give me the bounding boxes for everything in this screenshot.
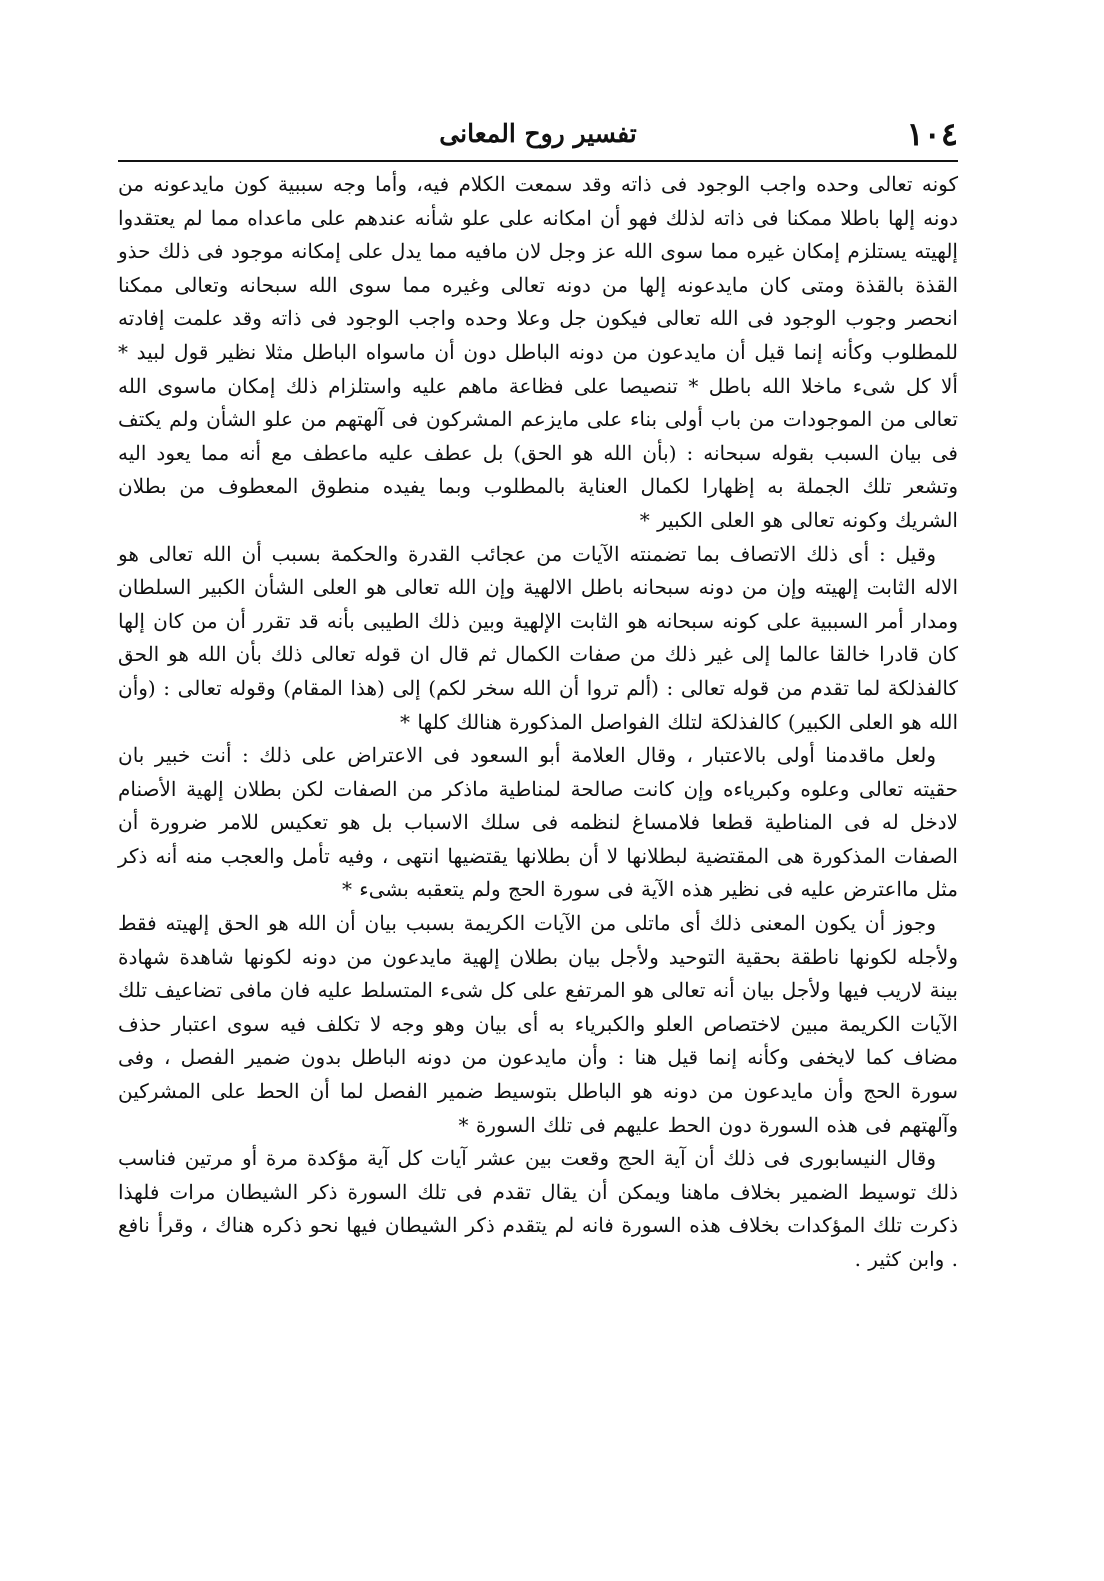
page-header [118,112,958,160]
paragraph-2: وقيل : أى ذلك الاتصاف بما تضمنته الآيات من عجائب القدرة والحكمة بسبب أن الله تعالى هو الاله الثابت إلهيته وإن من دونه سبحانه باطل الالهية وإن الله تعالى هو العلى الشأن الكبير السلطان ومدار أمر السببية على كونه سبحانه هو الثابت الإلهية وبين ذلك الطيبى بأنه قد تقرر أن من كان إلها كان قادرا خالقا عالما إلى غير ذلك من صفات الكمال ثم قال ان قوله تعالى ذلك بأن الله هو الحق كالفذلكة لما تقدم من قوله تعالى : (ألم تروا أن الله سخر لكم) إلى (هذا المقام) وقوله تعالى : (وأن الله هو العلى الكبير) كالفذلكة لتلك الفواصل المذكورة هنالك كلها * [118,541,959,734]
page-number: ١٠٤ [906,115,958,153]
paragraph-5: وقال النيسابورى فى ذلك أن آية الحج وقعت بين عشر آيات كل آية مؤكدة مرة أو مرتين فناسب ذلك توسيط الضمير بخلاف ماهنا ويمكن أن يقال تقدم فى تلك السورة ذكر الشيطان مرات فلهذا ذكرت تلك المؤكدات بخلاف هذه السورة فانه لم يتقدم ذكر الشيطان فيها نحو ذكره هناك ، وقرأ نافع . وابن كثير . [118,1146,958,1271]
running-title: تفسير روح المعانى [439,119,637,148]
header-rule [118,160,958,162]
paragraph-4: وجوز أن يكون المعنى ذلك أى ماتلى من الآيات الكريمة بسبب بيان أن الله هو الحق إلهيته فقط ولأجله لكونها ناطقة بحقية التوحيد ولأجل بيان بطلان إلهية مايدعون من دونه لكونها شاهدة شهادة بينة لاريب فيها ولأجل بيان أنه تعالى هو المرتفع على كل شىء المتسلط عليه فان مافى تضاعيف تلك الآيات الكريمة مبين لاختصاص العلو والكبرياء به أى بيان وهو وجه لا تكلف فيه سوى اعتبار حذف مضاف كما لايخفى وكأنه إنما قيل هنا : وأن مايدعون من دونه الباطل بدون ضمير الفصل ، وفى سورة الحج وأن مايدعون من دونه هو الباطل بتوسيط ضمير الفصل لما أن الحط على المشركين وآلهتهم فى هذه السورة دون الحط عليهم فى تلك السورة * [118,911,958,1137]
paragraph-3: ولعل ماقدمنا أولى بالاعتبار ، وقال العلامة أبو السعود فى الاعتراض على ذلك : أنت خبير بان حقيته تعالى وعلوه وكبرياءه وإن كانت صالحة لمناطية ماذكر من الصفات لكن بطلان إلهية الأصنام لادخل له فى المناطية قطعا فلامساغ لنظمه فى سلك الاسباب بل هو تعكيس للامر ضرورة أن الصفات المذكورة هى المقتضية لبطلانها لا أن بطلانها يقتضيها انتهى ، وفيه تأمل والعجب منه أنه ذكر مثل مااعترض عليه فى نظير هذه الآية فى سورة الحج ولم يتعقبه بشىء * [118,743,958,902]
body-text [118,168,958,1277]
paragraph-1: كونه تعالى وحده واجب الوجود فى ذاته وقد سمعت الكلام فيه، وأما وجه سببية كون مايدعونه من دونه إلها باطلا ممكنا فى ذاته لذلك فهو أن امكانه على علو شأنه عندهم على ماعداه مما لم يعتقدوا إلهيته يستلزم إمكان غيره مما سوى الله عز وجل لان مافيه مما يدل على إمكانه موجود فى ذلك حذو القذة بالقذة ومتى كان مايدعونه إلها من دونه تعالى وغيره مما سوى الله سبحانه وتعالى ممكنا انحصر وجوب الوجود فى الله تعالى فيكون جل وعلا وحده واجب الوجود فى ذاته وقد علمت إفادته للمطلوب وكأنه إنما قيل أن مايدعون من دونه الباطل دون أن ماسواه الباطل مثلا نظير قول لبيد * ألا كل شىء ماخلا الله باطل * تنصيصا على فظاعة ماهم عليه واستلزام ذلك إمكان ماسوى الله تعالى من الموجودات من باب أولى بناء على مايزعم المشركون فى آلهتهم من علو الشأن ولم يكتف فى بيان السبب بقوله سبحانه : (بأن الله هو الحق) بل عطف عليه ماعطف مع أنه مما يعود اليه وتشعر تلك الجملة به إظهارا لكمال العناية بالمطلوب وبما يفيده منطوق المعطوف من بطلان الشريك وكونه تعالى هو العلى الكبير * [118,172,958,532]
